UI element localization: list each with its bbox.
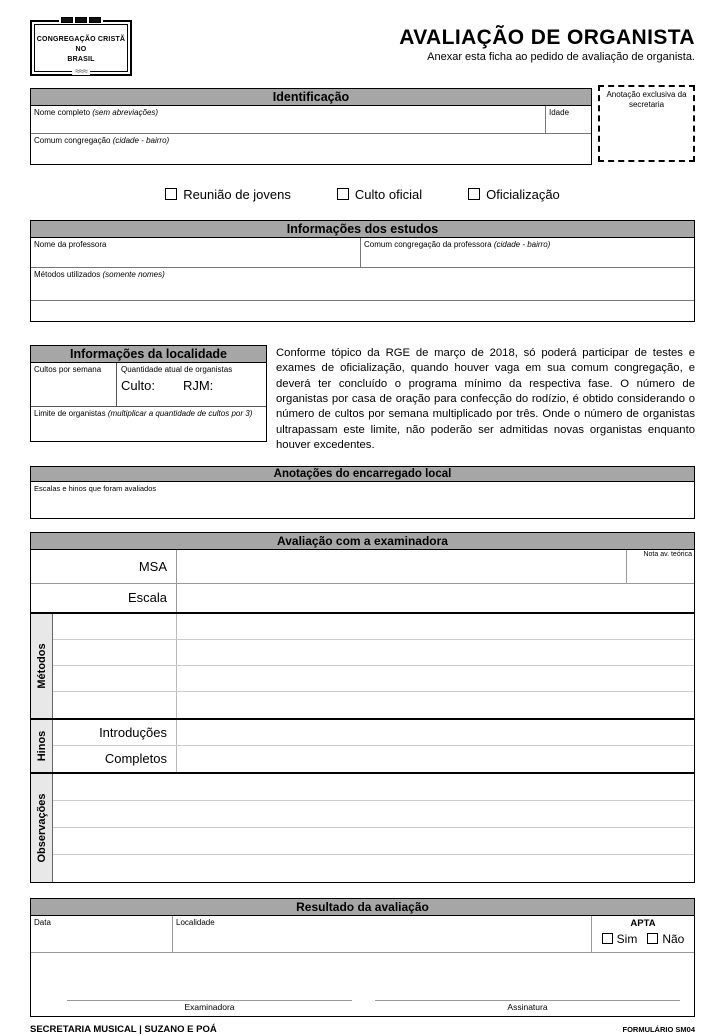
- methods-row-label-cell[interactable]: [53, 614, 177, 639]
- methods-used-field[interactable]: [31, 268, 694, 301]
- observations-row[interactable]: [53, 774, 694, 801]
- ribbon-top-icon: [59, 17, 103, 23]
- msa-label: MSA: [31, 550, 177, 583]
- organists-limit-label: Limite de organistas: [34, 409, 106, 418]
- apta-no-label: Não: [662, 931, 685, 946]
- theory-grade-field[interactable]: [626, 550, 694, 583]
- page-subtitle: Anexar esta ficha ao pedido de avaliação de organista.: [427, 51, 695, 63]
- examiner-signature-line: [67, 1000, 352, 1001]
- form-header: [30, 20, 695, 80]
- option-label: Oficialização: [486, 186, 560, 202]
- scale-input-area[interactable]: [177, 584, 694, 612]
- observations-group: [31, 772, 694, 882]
- examiner-signature-label: Examinadora: [184, 1001, 235, 1012]
- teacher-congregation-hint: (cidade - bairro): [493, 240, 551, 249]
- culto-count-field[interactable]: Culto:: [121, 378, 155, 393]
- date-field[interactable]: [31, 916, 173, 952]
- evaluation-type-options: [30, 183, 695, 205]
- examiner-evaluation-header: Avaliação com a examinadora: [31, 533, 694, 550]
- observations-group-band: [31, 774, 53, 882]
- full-name-field[interactable]: [31, 106, 545, 133]
- methods-row-label-cell[interactable]: [53, 666, 177, 691]
- checkbox-icon[interactable]: [602, 933, 613, 944]
- methods-group-label: Métodos: [35, 642, 48, 689]
- congregation-label: Comum congregação: [34, 136, 111, 145]
- examiner-evaluation-section: [30, 532, 695, 883]
- option-culto-oficial[interactable]: [337, 187, 422, 202]
- organists-limit-field[interactable]: [31, 407, 266, 420]
- organists-limit-hint: (multiplicar a quantidade de cultos por 3): [107, 409, 253, 418]
- page-footer: [30, 1024, 695, 1035]
- organists-quantity-field[interactable]: [117, 363, 266, 406]
- methods-row-input-area[interactable]: [177, 614, 694, 639]
- services-per-week-field[interactable]: [31, 363, 117, 406]
- teacher-name-field[interactable]: [31, 238, 361, 267]
- rjm-count-field[interactable]: RJM:: [182, 378, 214, 393]
- introductions-label: Introduções: [53, 720, 177, 745]
- option-label: Reunião de jovens: [183, 186, 291, 202]
- scale-label: Escala: [31, 584, 177, 612]
- age-label: Idade: [549, 108, 570, 117]
- completes-label: Completos: [53, 746, 177, 772]
- observations-group-label: Observações: [35, 792, 48, 863]
- full-name-label: Nome completo: [34, 108, 91, 117]
- footer-secretary-text: SECRETARIA MUSICAL | SUZANO E POÁ: [30, 1023, 217, 1035]
- studies-header: Informações dos estudos: [31, 221, 694, 238]
- signature-block[interactable]: [375, 1000, 680, 1012]
- evaluated-scales-hymns-field[interactable]: [31, 482, 694, 518]
- methods-row: [53, 614, 694, 640]
- methods-group: [31, 612, 694, 718]
- teacher-congregation-field[interactable]: [361, 238, 694, 267]
- completes-input-area[interactable]: [177, 746, 694, 772]
- hymns-group-band: [31, 720, 53, 772]
- page-title: AVALIAÇÃO DE ORGANISTA: [399, 26, 695, 49]
- identification-section: [30, 88, 695, 166]
- methods-row-input-area[interactable]: [177, 640, 694, 665]
- option-reuniao-de-jovens[interactable]: [165, 187, 291, 202]
- locality-section: [30, 345, 267, 442]
- methods-row: [53, 640, 694, 666]
- introductions-input-area[interactable]: [177, 720, 694, 745]
- ribbon-bottom-icon: ≈≈≈: [72, 67, 90, 75]
- hymns-group-label: Hinos: [35, 730, 48, 761]
- option-oficializacao[interactable]: [468, 187, 560, 202]
- full-name-hint: (sem abreviações): [92, 108, 159, 117]
- methods-used-label: Métodos utilizados: [34, 270, 101, 279]
- methods-row: [53, 666, 694, 692]
- result-header: Resultado da avaliação: [31, 899, 694, 916]
- examiner-signature-block[interactable]: [67, 1000, 352, 1012]
- studies-extra-row[interactable]: [31, 301, 694, 321]
- theory-grade-label: Nota av. teórica: [643, 550, 692, 558]
- hymns-row: [53, 746, 694, 772]
- methods-row-label-cell[interactable]: [53, 640, 177, 665]
- evaluated-scales-hymns-label: Escalas e hinos que foram avaliados: [34, 483, 157, 493]
- congregation-hint: (cidade - bairro): [112, 136, 170, 145]
- teacher-name-label: Nome da professora: [34, 240, 107, 249]
- footer-form-code: FORMULÁRIO SM04: [622, 1024, 695, 1034]
- identification-header: Identificação: [31, 89, 591, 106]
- methods-row: [53, 692, 694, 718]
- locality-header: Informações da localidade: [31, 346, 266, 363]
- methods-row-label-cell[interactable]: [53, 692, 177, 718]
- hymns-group: [31, 718, 694, 772]
- methods-row-input-area[interactable]: [177, 666, 694, 691]
- rge-notice-text: Conforme tópico da RGE de março de 2018, só poderá participar de testes e exames de oficialização, quando houver vaga em sua comum congregação, e deverá ter concluído o programa mínimo da respectiva fase. O número de organistas por casa de oração para confecção do rodízio, é obtido considerando o número de cultos por semana multiplicado por três. Onde o número de organistas ultrapassam este limite, não poderão ser admitidas novas organistas enquanto houver excedentes.: [276, 347, 695, 452]
- local-notes-section: [30, 466, 695, 519]
- ccb-logo: [30, 20, 132, 76]
- date-label: Data: [34, 917, 51, 927]
- checkbox-icon[interactable]: [468, 188, 480, 200]
- checkbox-icon[interactable]: [647, 933, 658, 944]
- result-locality-field[interactable]: [173, 916, 591, 952]
- checkbox-icon[interactable]: [337, 188, 349, 200]
- observations-row[interactable]: [53, 801, 694, 828]
- apta-field: [591, 916, 694, 952]
- logo-line2: NO: [75, 45, 87, 53]
- secretary-annotation-box[interactable]: [598, 85, 695, 162]
- methods-group-band: [31, 614, 53, 718]
- option-label: Culto oficial: [354, 186, 423, 202]
- services-per-week-label: Cultos por semana: [34, 365, 102, 374]
- msa-input-area[interactable]: [177, 550, 626, 583]
- observations-row[interactable]: [53, 828, 694, 855]
- observations-row[interactable]: [53, 855, 694, 882]
- result-section: [30, 898, 695, 1017]
- logo-line1: CONGREGAÇÃO CRISTÃ: [36, 35, 126, 43]
- signature-label: Assinatura: [507, 1001, 548, 1012]
- apta-label: APTA: [630, 917, 656, 929]
- apta-yes-option[interactable]: [602, 932, 638, 946]
- organists-quantity-label: Quantidade atual de organistas: [121, 365, 233, 374]
- hymns-row: [53, 720, 694, 746]
- signature-line: [375, 1000, 680, 1001]
- logo-line3: BRASIL: [67, 56, 95, 64]
- methods-row-input-area[interactable]: [177, 692, 694, 718]
- checkbox-icon[interactable]: [165, 188, 177, 200]
- congregation-field[interactable]: [31, 134, 591, 164]
- methods-used-hint: (somente nomes): [102, 270, 165, 279]
- apta-yes-label: Sim: [616, 931, 638, 946]
- teacher-congregation-label: Comum congregação da professora: [364, 240, 492, 249]
- secretary-annotation-label: Anotação exclusiva da secretaria: [606, 90, 687, 110]
- local-notes-header: Anotações do encarregado local: [31, 467, 694, 482]
- result-locality-label: Localidade: [176, 917, 215, 927]
- age-field[interactable]: [545, 106, 591, 133]
- studies-section: [30, 220, 695, 322]
- apta-no-option[interactable]: [647, 932, 684, 946]
